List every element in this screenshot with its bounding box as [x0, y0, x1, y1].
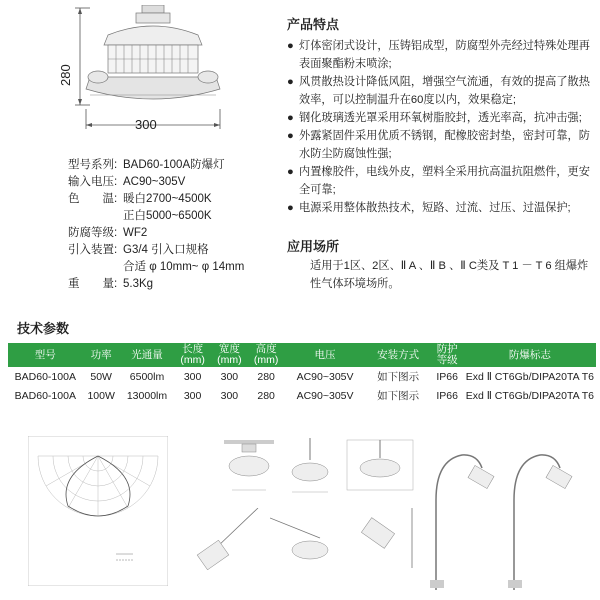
feature-text: 电源采用整体散热技术，短路、过流、过压、过温保护;	[299, 202, 571, 214]
spec-row	[68, 224, 147, 240]
table-cell: 300	[220, 389, 239, 402]
spec-row	[68, 258, 244, 274]
spec-label: 输入电压:	[68, 176, 118, 188]
table-cell: BAD60-100A	[14, 370, 76, 383]
table-cell: Exd Ⅱ CT6Gb/DIPA20TA T6	[465, 389, 594, 402]
spec-row	[68, 173, 185, 189]
feature-text: 外露紧固件采用优质不锈钢，配橡胶密封垫，密封可靠，防水防尘防腐蚀性强;	[299, 130, 590, 160]
spec-row	[68, 207, 212, 223]
table-cell: IP66	[436, 370, 458, 383]
col-header: 型号	[8, 343, 83, 367]
table-cell: 280	[257, 389, 275, 402]
feature-text: 灯体密闭式设计，压铸铝成型，防腐型外壳经过特殊处理再表面聚酯粉末喷涂;	[299, 40, 590, 70]
table-cell: Exd Ⅱ CT6Gb/DIPA20TA T6	[465, 370, 594, 383]
spec-row	[68, 156, 225, 172]
feature-item	[287, 200, 592, 218]
feature-text: 内置橡胶件，电线外皮，塑料全采用抗高温抗阻燃件，更安全可靠;	[299, 166, 590, 196]
table-header-row	[8, 343, 596, 367]
table-row	[8, 386, 596, 405]
height-dimension-label: 280	[58, 64, 73, 86]
table-cell: 300	[220, 370, 239, 383]
angled-mount-sketch	[350, 508, 415, 583]
table-cell: BAD60-100A	[14, 389, 76, 402]
col-header: 防护 等级	[431, 343, 464, 367]
spec-label: 型号系列:	[68, 159, 118, 171]
spec-label: 色 温:	[68, 193, 118, 205]
pole-mount-sketch-1	[422, 440, 502, 590]
wall-mount-sketch	[196, 508, 261, 583]
table-cell: 13000lm	[126, 389, 168, 402]
table-cell: 如下图示	[377, 371, 420, 383]
table-cell: 100W	[87, 389, 115, 402]
feature-text: 风贯散热设计降低风阻，增强空气流通，有效的提高了散热效率，可以控制温升在60度以内，效果稳定;	[299, 76, 590, 106]
feature-item	[287, 38, 592, 73]
table-cell: 280	[257, 370, 275, 383]
spec-value: BAD60-100A防爆灯	[123, 159, 225, 171]
spec-value: 暖白2700~4500K	[123, 193, 212, 205]
spec-row	[68, 190, 212, 206]
table-row	[8, 367, 596, 386]
bullet-icon: ●	[287, 130, 294, 142]
col-header: 高度 (mm)	[248, 343, 285, 367]
table-cell: 300	[183, 370, 202, 383]
spec-label: 引入装置:	[68, 244, 118, 256]
bullet-icon: ●	[287, 166, 294, 178]
spec-value: 合适 φ 10mm~ φ 14mm	[123, 261, 245, 273]
col-header: 电压	[285, 343, 366, 367]
spec-value: G3/4 引入口规格	[123, 244, 209, 256]
spec-row	[68, 275, 153, 291]
feature-text: 钢化玻璃透光罩采用环氧树脂胶封，透光率高，抗冲击强;	[299, 112, 582, 124]
feature-item	[287, 74, 592, 109]
col-header: 光通量	[120, 343, 174, 367]
spec-label: 防腐等级:	[68, 227, 118, 239]
spec-value: 5.3Kg	[123, 278, 154, 290]
col-header: 防爆标志	[464, 343, 596, 367]
feature-item	[287, 128, 592, 163]
table-cell: IP66	[436, 389, 458, 402]
application-text: 适用于1区、2区、Ⅱ A 、Ⅱ B 、Ⅱ C类及 T 1 － T 6 组爆炸性气体环境场所。	[310, 260, 589, 290]
table-cell: 300	[183, 389, 202, 402]
bullet-icon: ●	[287, 40, 294, 52]
feature-item	[287, 110, 592, 128]
table-cell: 6500lm	[129, 370, 165, 383]
table-cell: 如下图示	[377, 390, 420, 402]
bullet-icon: ●	[287, 202, 294, 214]
col-header: 功率	[83, 343, 120, 367]
features-title: 产品特点	[287, 17, 340, 32]
table-cell: AC90~305V	[296, 389, 354, 402]
light-distribution-diagram	[28, 436, 168, 586]
bullet-icon: ●	[287, 112, 294, 124]
feature-item	[287, 164, 592, 199]
col-header: 安装方式	[366, 343, 431, 367]
bullet-icon: ●	[287, 76, 294, 88]
col-header: 宽度 (mm)	[211, 343, 248, 367]
spec-value: AC90~305V	[123, 176, 186, 188]
col-header: 长度 (mm)	[174, 343, 211, 367]
bracket-mount-sketch	[345, 438, 415, 498]
tech-table	[8, 343, 596, 405]
application-title: 应用场所	[287, 239, 340, 254]
ceiling-mount-sketch	[222, 438, 277, 498]
spec-value: 正白5000~6500K	[123, 210, 212, 222]
table-cell: 50W	[90, 370, 112, 383]
table-cell: AC90~305V	[296, 370, 354, 383]
width-dimension-label: 300	[135, 117, 157, 132]
tech-title: 技术参数	[17, 321, 70, 336]
suspension-mount-sketch	[288, 438, 333, 498]
spec-label: 重 量:	[68, 278, 118, 290]
pole-mount-sketch-2	[500, 440, 580, 590]
spec-value: WF2	[123, 227, 148, 239]
arm-mount-sketch	[270, 508, 340, 583]
spec-row	[68, 241, 209, 257]
